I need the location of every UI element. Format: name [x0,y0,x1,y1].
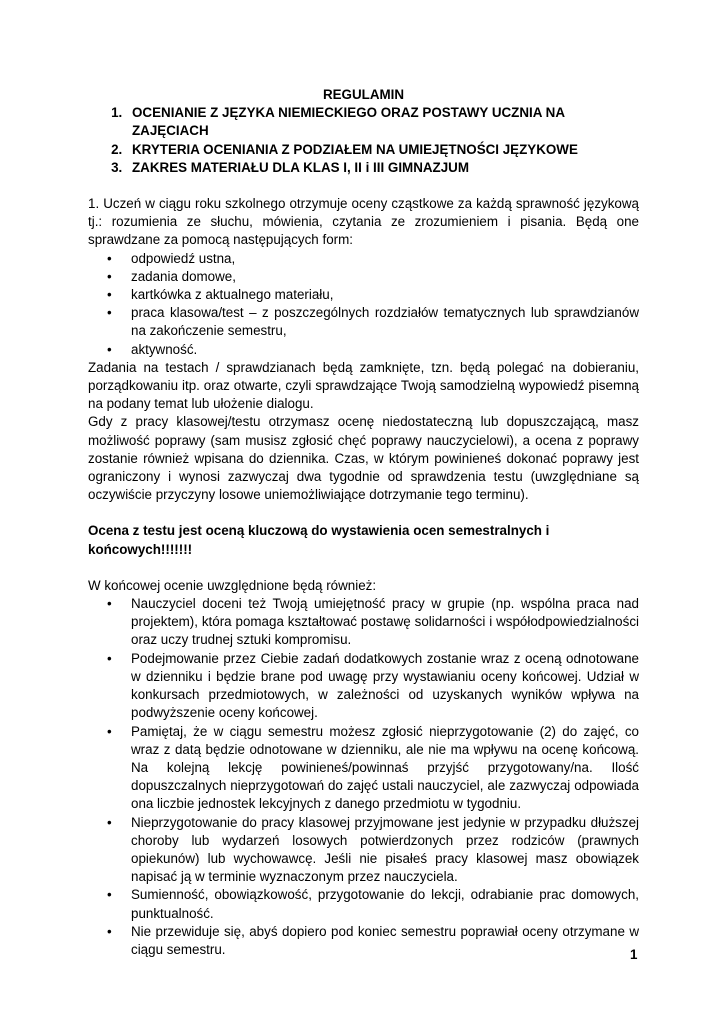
intro-paragraph: 1. Uczeń w ciągu roku szkolnego otrzymuje oceny cząstkowe za każdą sprawność językową tj.: rozumienia ze słuchu, mówienia, czytania ze zrozumieniem i pisania. Będą one sprawdzane za pomocą następujących form: [88,196,639,248]
list-item: • praca klasowa/test – z poszczególnych rozdziałów tematycznych lub sprawdzianów na zakończenie semestru, [131,304,639,340]
final-intro: W końcowej ocenie uwzględnione będą również: [88,577,377,593]
spacer [88,504,639,522]
list-item: • zadania domowe, [131,268,639,286]
heading-item: 2. KRYTERIA OCENIANIA Z PODZIAŁEM NA UMIEJĘTNOŚCI JĘZYKOWE [126,141,639,159]
section-headings [88,104,639,177]
heading-item: 3. ZAKRES MATERIAŁU DLA KLAS I, II i III GIMNAZJUM [126,159,639,177]
page-number: 1 [630,947,638,962]
list-item: • Nieprzygotowanie do pracy klasowej przyjmowane jest jedynie w przypadku dłuższej choroby lub wydarzeń losowych potwierdzonych przez rodziców (prawnych opiekunów) lub wychowawcę. Jeśli nie pisałeś pracy klasowej masz obowiązek napisać ją w terminie wyznaczonym przez nauczyciela. [131,814,639,887]
document-page [88,86,639,959]
key-note: Ocena z testu jest oceną kluczową do wystawienia ocen semestralnych i końcowych!!!!!!! [88,523,550,557]
list-item: • Pamiętaj, że w ciągu semestru możesz zgłosić nieprzygotowanie (2) do zajęć, co wraz z datą będzie odnotowane w dzienniku, ale nie ma wpływu na ocenę końcową. Na kolejną lekcję powinieneś/powinnaś przyjść przygotowany/na. Ilość dopuszczalnych nieprzygotowań do zajęć ustali nauczyciel, ale zazwyczaj odpowiada ona liczbie jednostek lekcyjnych z danego przedmiotu w tygodniu. [131,723,639,814]
list-item: • Sumienność, obowiązkowość, przygotowanie do lekcji, odrabianie prac domowych, punktualność. [131,886,639,922]
forms-list [88,250,639,359]
list-item: • Podejmowanie przez Ciebie zadań dodatkowych zostanie wraz z oceną odnotowane w dzienniku i będzie brane pod uwagę przy wystawianiu oceny końcowej. Udział w konkursach przedmiotowych, w zależności od uzyskanych wyników wpływa na podwyższenie oceny końcowej. [131,650,639,723]
document-title: REGULAMIN [322,87,405,102]
list-item: • Nie przewiduje się, abyś dopiero pod koniec semestru poprawiał oceny otrzymane w ciągu semestru. [131,923,639,959]
retake-paragraph: Gdy z pracy klasowej/testu otrzymasz ocenę niedostateczną lub dopuszczającą, masz możliwość poprawy (sam musisz zgłosić chęć poprawy nauczycielowi), a ocena z poprawy zostanie również wpisana do dziennika. Czas, w którym powinieneś dokonać poprawy jest ograniczony i wynosi zazwyczaj dwa tygodnie od sprawdzenia testu (uwzględniane są oczywiście przyczyny losowe uniemożliwiające dotrzymanie tego terminu). [88,414,639,503]
list-item: • aktywność. [131,341,639,359]
spacer [88,559,639,577]
list-item: • Nauczyciel doceni też Twoją umiejętność pracy w grupie (np. wspólna praca nad projektem), która pomaga kształtować postawę solidarności i współodpowiedzialności oraz uczy trudnej sztuki kompromisu. [131,595,639,650]
spacer [88,177,639,195]
list-item: • kartkówka z aktualnego materiału, [131,286,639,304]
tests-paragraph: Zadania na testach / sprawdzianach będą zamknięte, tzn. będą polegać na dobieraniu, porządkowaniu itp. oraz otwarte, czyli sprawdzające Twoją samodzielną wypowiedź pisemną na podany temat lub ułożenie dialogu. [88,359,639,412]
heading-item: 1. OCENIANIE Z JĘZYKA NIEMIECKIEGO ORAZ POSTAWY UCZNIA NA ZAJĘCIACH [126,104,639,140]
final-criteria-list [88,595,639,959]
list-item: • odpowiedź ustna, [131,250,639,268]
